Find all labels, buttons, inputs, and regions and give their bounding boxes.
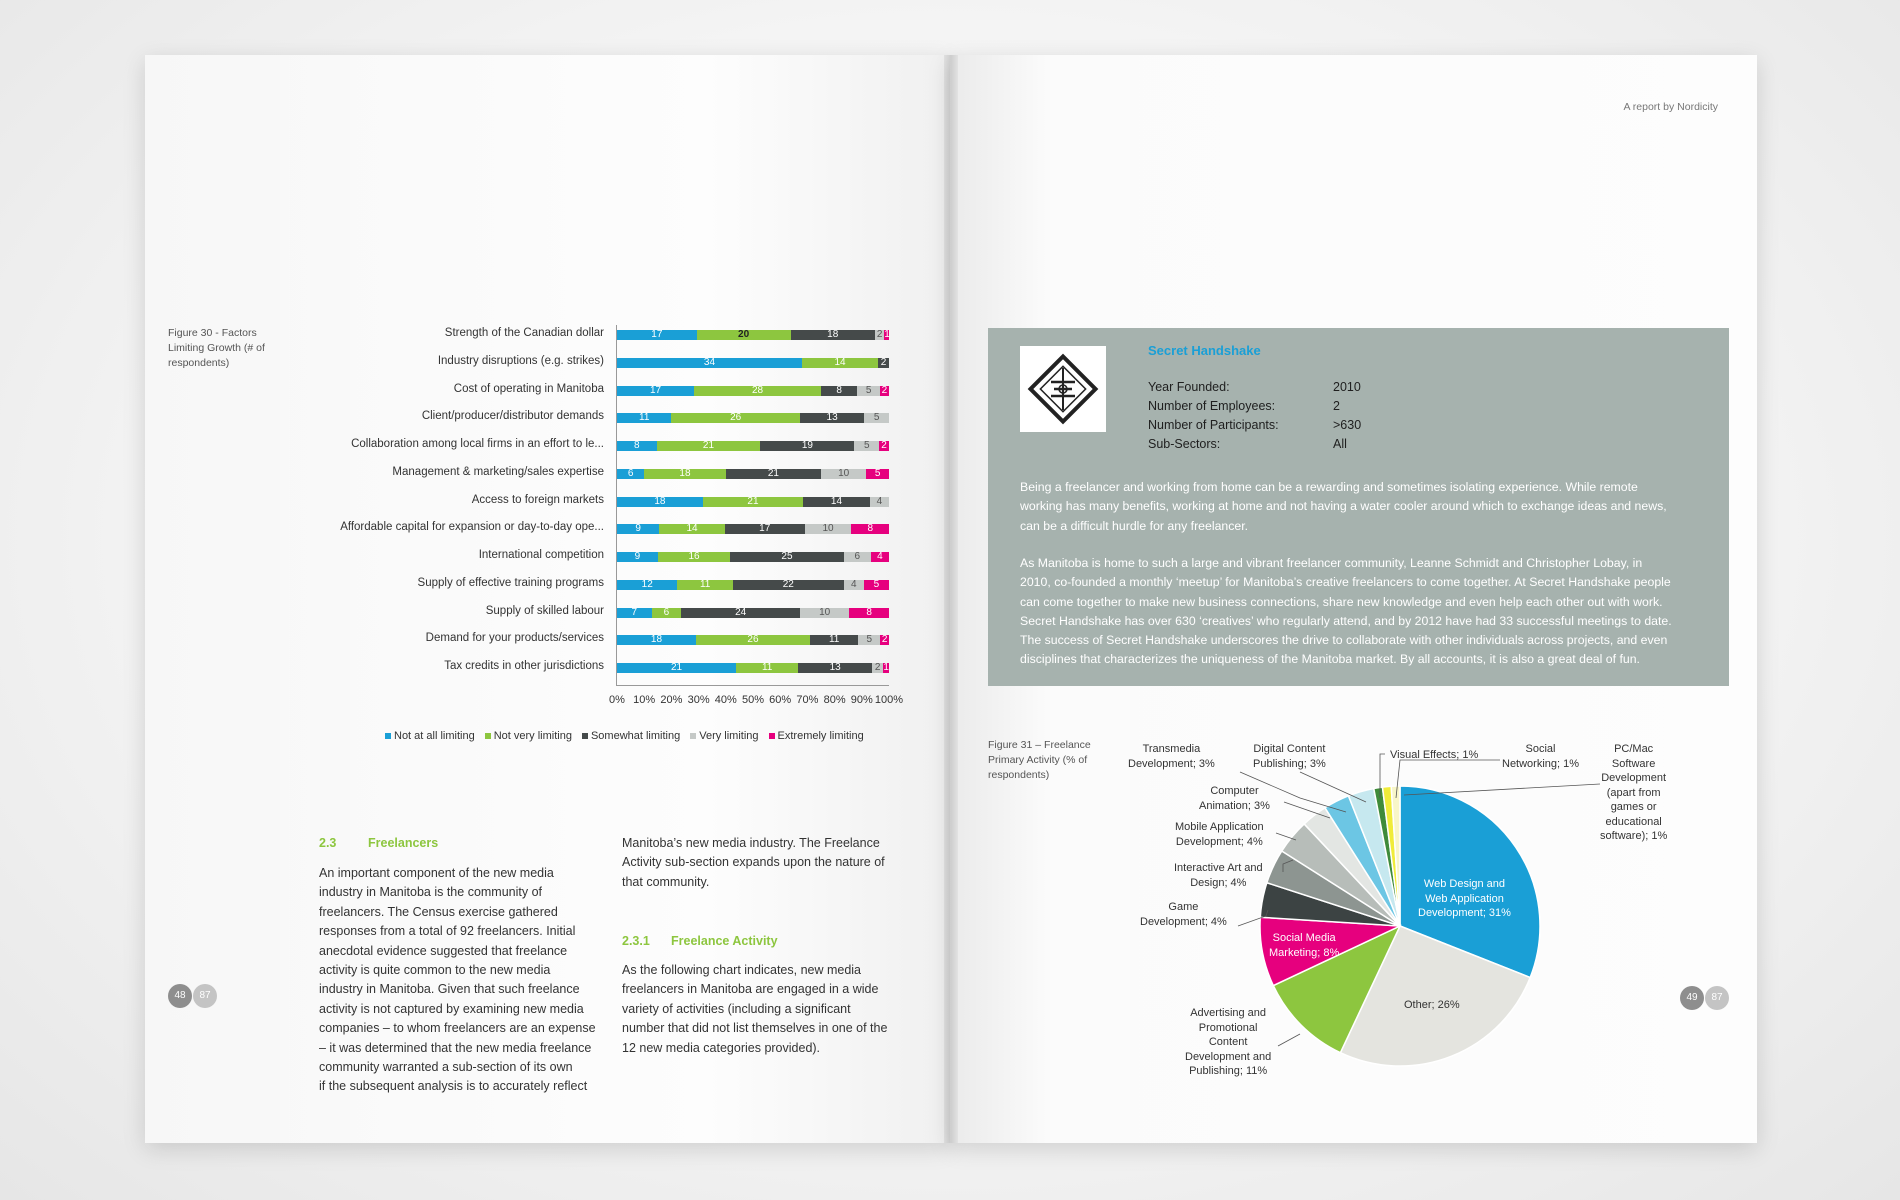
label-line: Content bbox=[1208, 1036, 1248, 1048]
bar-segment: 5 bbox=[864, 580, 889, 590]
bar-segment: 7 bbox=[617, 608, 652, 618]
bar-segment: 18 bbox=[791, 330, 875, 340]
text-line: As Manitoba is home to such a large and vibrant freelancer community, Leanne Schmidt and Christopher Lobay, in bbox=[1020, 556, 1643, 570]
text-line: – it was determined that the new media freelance bbox=[319, 1040, 592, 1055]
text-line: if the subsequent analysis is to accurately reflect bbox=[319, 1079, 588, 1094]
bar-segment: 6 bbox=[844, 552, 871, 562]
bar-category-label: Supply of skilled labour bbox=[485, 604, 604, 617]
bar-segment: 8 bbox=[821, 386, 857, 396]
label-line: Marketing; 8% bbox=[1269, 946, 1340, 959]
text-line: disciplines that characterizes the uniqueness of the Manitoba market. By all accounts, it is also a great deal of fun. bbox=[1020, 652, 1640, 667]
label-line: Digital Content bbox=[1253, 743, 1326, 755]
bar-segment: 21 bbox=[726, 469, 821, 479]
text-line: Secret Handshake has over 630 ‘creatives’ who regularly attend, and by 2012 have had 33 successful meetings to date. bbox=[1020, 613, 1672, 628]
label-line: Development; 3% bbox=[1128, 757, 1215, 770]
x-tick-label: 70% bbox=[796, 694, 819, 706]
bar-segment: 16 bbox=[658, 552, 731, 562]
text-line: community warranted a sub-section of its own bbox=[319, 1060, 573, 1075]
bar-segment: 4 bbox=[871, 552, 889, 562]
text-line: working has many benefits, working at home and not having a water cooler around which to exchange ideas and news, bbox=[1020, 499, 1667, 514]
text-line: Activity sub-section expands upon the nature of bbox=[622, 855, 885, 870]
text-line: industry in Manitoba is the community of bbox=[319, 885, 543, 900]
x-tick-label: 0% bbox=[609, 694, 625, 706]
label-line: Development and bbox=[1185, 1050, 1272, 1063]
bar-segment: 22 bbox=[733, 580, 844, 590]
legend-label: Very limiting bbox=[699, 730, 759, 742]
pie-label-other: Other; 26% bbox=[1404, 999, 1460, 1011]
bar-segment: 2 bbox=[872, 663, 883, 673]
text-line: As the following chart indicates, new media bbox=[622, 963, 862, 977]
section-title: Freelancers bbox=[368, 836, 439, 850]
bar-segment: 21 bbox=[617, 663, 736, 673]
label-line: educational bbox=[1605, 815, 1662, 828]
bar-segment: 21 bbox=[703, 497, 803, 507]
section-number: 2.3 bbox=[319, 836, 337, 850]
bar-segment: 10 bbox=[800, 608, 849, 618]
bar-segment: 14 bbox=[659, 524, 725, 534]
bar-segment: 17 bbox=[725, 524, 805, 534]
bar-category-label: Tax credits in other jurisdictions bbox=[444, 660, 604, 672]
label-line: games or bbox=[1610, 801, 1657, 813]
bar-segment: 12 bbox=[617, 580, 677, 590]
bar-segment: 8 bbox=[617, 441, 657, 451]
text-line: An important component of the new media bbox=[319, 866, 554, 880]
page-number-current: 49 bbox=[1680, 986, 1704, 1010]
caption-line: Figure 31 – Freelance bbox=[988, 739, 1091, 751]
bar-segment: 17 bbox=[617, 386, 694, 396]
bar-segment: 8 bbox=[851, 524, 889, 534]
bar-category-label: Affordable capital for expansion or day-to-day ope... bbox=[340, 521, 604, 534]
text-line: activity is quite common to the new media bbox=[319, 963, 551, 978]
bar-segment: 25 bbox=[730, 552, 843, 562]
text-line: number that did not list themselves in one of the bbox=[622, 1021, 888, 1036]
text-line: that community. bbox=[622, 874, 710, 889]
profile-field-value: >630 bbox=[1333, 418, 1362, 432]
label-line: Web Application bbox=[1425, 892, 1504, 905]
text-line: responses from a total of 92 freelancers. Initial bbox=[319, 924, 576, 939]
label-line: Development; 4% bbox=[1175, 835, 1263, 848]
bar-category-label: Cost of operating in Manitoba bbox=[453, 382, 604, 395]
bar-segment: 11 bbox=[617, 413, 671, 423]
page-number-total: 87 bbox=[193, 984, 217, 1008]
profile-field-label: Sub-Sectors: bbox=[1148, 437, 1221, 451]
bar-segment: 19 bbox=[760, 441, 854, 451]
x-tick-label: 80% bbox=[823, 694, 846, 706]
label-line: Publishing; 11% bbox=[1189, 1065, 1268, 1077]
bar-segment: 9 bbox=[617, 524, 659, 534]
label-line: Software bbox=[1611, 757, 1656, 770]
label-line: Mobile Application bbox=[1175, 821, 1264, 833]
bar-segment: 4 bbox=[870, 497, 889, 507]
bar-segment: 6 bbox=[652, 608, 682, 618]
caption-line: respondents) bbox=[988, 769, 1050, 781]
bar-category-label: Management & marketing/sales expertise bbox=[392, 465, 604, 478]
x-tick-label: 30% bbox=[687, 694, 710, 706]
bar-segment: 5 bbox=[857, 386, 880, 396]
bar-segment: 2 bbox=[881, 634, 888, 646]
label-line: Design; 4% bbox=[1190, 876, 1247, 889]
profile-field-value: 2 bbox=[1333, 399, 1340, 413]
text-line: Manitoba’s new media industry. The Freelance bbox=[622, 836, 880, 850]
page-number-current: 48 bbox=[168, 984, 192, 1008]
label-line: Computer bbox=[1210, 785, 1259, 797]
bar-category-label: Collaboration among local firms in an effort to le... bbox=[351, 438, 604, 450]
bar-segment: 34 bbox=[617, 358, 802, 368]
bar-category-label: Access to foreign markets bbox=[471, 493, 604, 506]
bar-category-label: Industry disruptions (e.g. strikes) bbox=[437, 354, 604, 367]
caption-line: Primary Activity (% of bbox=[988, 754, 1088, 766]
text-line: variety of activities (including a significant bbox=[622, 1001, 851, 1016]
bar-segment: 26 bbox=[671, 413, 800, 423]
x-tick-label: 100% bbox=[874, 694, 904, 706]
text-line: activity is not captured by examining new media bbox=[319, 1001, 584, 1016]
bar-segment: 20 bbox=[697, 330, 791, 340]
label-line: PC/Mac bbox=[1614, 743, 1654, 755]
caption-line: respondents) bbox=[168, 357, 230, 369]
profile-field-label: Number of Employees: bbox=[1148, 399, 1276, 413]
text-line: anecdotal evidence suggested that freelance bbox=[319, 943, 568, 958]
bar-segment: 2 bbox=[876, 329, 883, 340]
label-line: software); 1% bbox=[1600, 830, 1668, 842]
bar-segment: 21 bbox=[657, 441, 761, 451]
caption-line: Figure 30 - Factors bbox=[168, 327, 257, 339]
bar-segment: 8 bbox=[849, 608, 889, 618]
label-line: Game bbox=[1168, 901, 1199, 913]
label-line: Transmedia bbox=[1142, 743, 1201, 755]
text-line: Being a freelancer and working from home can be a rewarding and sometimes isolating experience. While remote bbox=[1020, 480, 1638, 494]
pie-label-visual-effects: Visual Effects; 1% bbox=[1390, 749, 1479, 761]
bar-segment: 11 bbox=[677, 580, 732, 590]
bar-segment: 13 bbox=[798, 663, 872, 673]
x-tick-label: 50% bbox=[741, 694, 765, 706]
bar-segment: 2 bbox=[879, 441, 889, 451]
subsection-title: Freelance Activity bbox=[671, 934, 778, 948]
x-tick-label: 10% bbox=[633, 694, 656, 706]
text-line: industry in Manitoba. Given that such freelance bbox=[319, 982, 580, 997]
bar-segment: 14 bbox=[803, 497, 870, 507]
label-line: Advertising and bbox=[1190, 1007, 1267, 1019]
bar-segment: 28 bbox=[694, 386, 821, 396]
bar-segment: 1 bbox=[884, 329, 890, 340]
bar-segment: 5 bbox=[858, 635, 880, 645]
label-line: Development; 31% bbox=[1418, 907, 1511, 919]
bar-segment: 17 bbox=[617, 330, 697, 340]
x-tick-label: 60% bbox=[769, 694, 792, 706]
bar-category-label: Strength of the Canadian dollar bbox=[444, 327, 604, 339]
text-line: can come together to make new business connections, share new knowledge and even help each other out with work. bbox=[1020, 594, 1663, 609]
bar-segment: 4 bbox=[844, 580, 864, 590]
bar-segment: 5 bbox=[864, 413, 889, 423]
subsection-number: 2.3.1 bbox=[622, 934, 650, 948]
label-line: Social bbox=[1525, 743, 1556, 755]
profile-field-label: Number of Participants: bbox=[1148, 418, 1279, 432]
text-line: The success of Secret Handshake underscores the drive to collaborate with other individuals across projects, and even bbox=[1020, 633, 1668, 648]
bar-segment: 9 bbox=[617, 552, 658, 562]
bar-category-label: Demand for your products/services bbox=[425, 632, 604, 645]
text-line: 12 new media categories provided). bbox=[622, 1040, 821, 1055]
caption-line: Limiting Growth (# of bbox=[168, 342, 265, 354]
x-tick-label: 40% bbox=[714, 694, 737, 706]
label-line: Development; 4% bbox=[1140, 915, 1227, 928]
text-line: 2010, co-founded a monthly ‘meetup’ for Manitoba’s creative freelancers to come together. At Secret Handshake people bbox=[1020, 575, 1671, 590]
label-line: Web Design and bbox=[1423, 878, 1506, 890]
label-line: Animation; 3% bbox=[1199, 799, 1270, 812]
x-tick-label: 20% bbox=[660, 694, 683, 706]
text-line: can be a difficult hurdle for any freelancer. bbox=[1020, 518, 1249, 533]
page-number-total: 87 bbox=[1705, 986, 1729, 1010]
text-line: companies – to whom freelancers are an expense bbox=[319, 1021, 596, 1036]
bar-segment: 2 bbox=[878, 358, 889, 368]
bar-segment: 18 bbox=[617, 497, 703, 507]
profile-field-value: All bbox=[1333, 437, 1347, 451]
bar-segment: 5 bbox=[866, 469, 889, 479]
bar-segment: 10 bbox=[805, 524, 852, 534]
bar-category-label: International competition bbox=[478, 549, 604, 561]
text-line: freelancers. The Census exercise gathered bbox=[319, 904, 558, 919]
bar-segment: 2 bbox=[881, 384, 888, 396]
legend-label: Not at all limiting bbox=[394, 730, 475, 742]
label-line: Publishing; 3% bbox=[1253, 757, 1326, 770]
bar-segment: 11 bbox=[810, 635, 858, 645]
bar-segment: 11 bbox=[736, 663, 798, 673]
legend-label: Not very limiting bbox=[493, 730, 572, 742]
bar-segment: 6 bbox=[617, 469, 644, 479]
bar-segment: 14 bbox=[802, 358, 878, 368]
bar-segment: 26 bbox=[696, 635, 810, 645]
label-line: Interactive Art and bbox=[1174, 862, 1263, 874]
bar-category-label: Client/producer/distributor demands bbox=[421, 410, 604, 423]
label-line: Development bbox=[1601, 772, 1667, 784]
label-line: (apart from bbox=[1606, 786, 1661, 799]
label-line: Promotional bbox=[1198, 1021, 1258, 1034]
label-line: Social Media bbox=[1272, 932, 1336, 944]
profile-title: Secret Handshake bbox=[1148, 343, 1261, 358]
bar-segment: 5 bbox=[854, 441, 879, 451]
bar-category-label: Supply of effective training programs bbox=[417, 576, 604, 589]
bar-segment: 13 bbox=[800, 413, 864, 423]
bar-segment: 18 bbox=[617, 635, 696, 645]
profile-field-value: 2010 bbox=[1333, 380, 1361, 394]
text-line: freelancers in Manitoba are engaged in a wide bbox=[622, 982, 879, 997]
label-line: Networking; 1% bbox=[1502, 757, 1580, 770]
bar-segment: 24 bbox=[681, 608, 800, 618]
legend-label: Somewhat limiting bbox=[590, 730, 681, 742]
bar-segment: 10 bbox=[821, 469, 866, 479]
bar-segment: 1 bbox=[883, 662, 889, 673]
x-tick-label: 90% bbox=[850, 694, 873, 706]
legend-label: Extremely limiting bbox=[777, 730, 864, 742]
report-by-header: A report by Nordicity bbox=[1623, 101, 1718, 113]
bar-segment: 18 bbox=[644, 469, 726, 479]
profile-field-label: Year Founded: bbox=[1148, 380, 1230, 394]
